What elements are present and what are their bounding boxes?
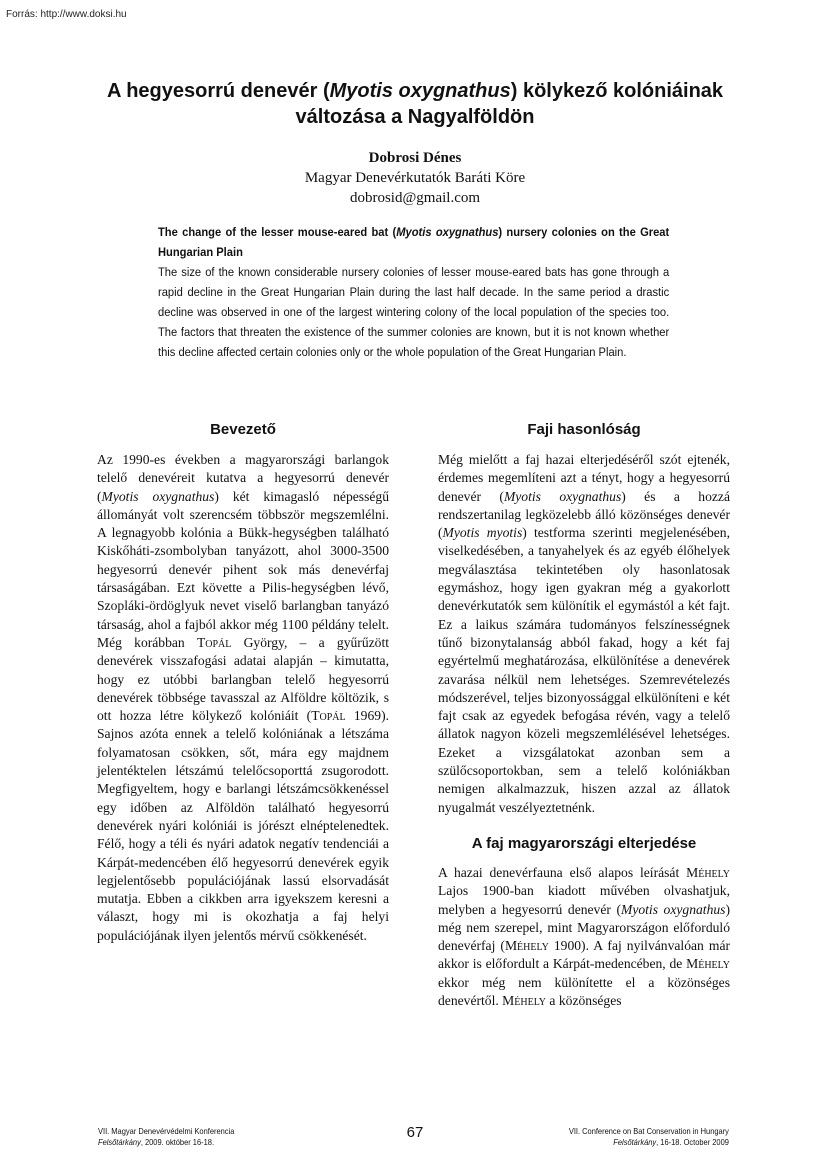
distribution-text-6: a közönséges	[546, 993, 622, 1009]
distribution-author-ref-2: Méhely	[504, 938, 549, 954]
footer-right	[569, 1126, 729, 1148]
footer-left	[98, 1126, 234, 1148]
title-part1: A hegyesorrú denevér (	[106, 80, 330, 102]
footer-left-venue	[98, 1137, 234, 1148]
distribution-author-ref-4: Méhely	[502, 993, 547, 1009]
distribution-paragraph	[438, 864, 730, 1010]
author-email: dobrosid@gmail.com	[349, 190, 481, 206]
footer-right-date: , 16-18. October 2009	[656, 1137, 729, 1147]
intro-author-ref-2: Topál	[311, 708, 346, 724]
distribution-text-1: A hazai denevérfauna első alapos leírását	[438, 864, 687, 880]
similarity-text-3: ) testforma szerinti megjelenésében, viselkedésében, a tanyahelyek és az egyéb élőhelyek megválasztása tekintetében oly hasonlatosak egymáshoz, hogy igen gyakran még a gyakorlott denevérkutatók sem különítik el egymástól a két fajt. Ez a laikus számára tudományos felszínességnek tűnő bizonytalanság abból fakad, hogy a két faj egyértelmű meghatározása, elkülönítése a denevérek zavarása nélkül nem lehetséges. Szemrevételezés módszerével, teljes bizonyossággal elkülöníteni e két fajt csak az egyedek befogása révén, vagy a telelő állatok nagyon közeli megszemlélésével lehetséges. Ezeket a vizsgálatokat azonban sem a szülőcsoportokban, sem a telelő kolóniákban nemigen alkalmazzuk, hiszen azzal az állatok nyugalmát veszélyeztetnénk.	[438, 525, 730, 815]
section-heading-distribution: A faj magyarországi elterjedése	[471, 834, 697, 852]
abstract-title-part2: ) nursery colonies on the Great Hungarian Plain	[158, 225, 670, 259]
footer-left-date: , 2009. október 16-18.	[140, 1137, 215, 1147]
author-name: Dobrosi Dénes	[368, 150, 462, 166]
section-heading-intro: Bevezető	[210, 421, 276, 438]
intro-text-2: ) két kimagasló népességű állományát volt szerencsém többször megszemlélni. A legnagyobb kolónia a Bükk-hegységben található Kiskőháti-zsombolyban tanyázott, ahol 3000-3500 hegyesorrú denevér pihent sok más denevérfaj társaságában. Ezt követte a Pilis-hegységben lévő, Szopláki-ördöglyuk nevet viselő barlangban tanyázó társaság, ahol a fajból akkor még 1100 példány telelt. Még korábban	[97, 488, 390, 650]
similarity-species-2: Myotis myotis	[442, 525, 523, 541]
intro-text-1: Az 1990-es években a magyarországi barlangok telelő denevéreit kutatva a hegyesorrú denevér (	[97, 452, 389, 504]
distribution-text-5: ekkor még nem különítette el a közönséges denevértől.	[438, 974, 730, 1009]
left-column	[97, 420, 389, 945]
abstract-text: The size of the known considerable nursery colonies of lesser mouse-eared bats has gone through a rapid decline in the Great Hungarian Plain during the last half decade. In the same period a drastic decline was observed in one of the largest wintering colony of the local population of the species too. The factors that threaten the existence of the summer colonies are known, but it is not known whether this decline affected certain colonies only or the whole population of the Great Hungarian Plain.	[158, 265, 670, 359]
title-part2: ) kölykező kolóniáinak változása a Nagyalföldön	[295, 80, 724, 128]
similarity-paragraph	[438, 451, 730, 817]
intro-text-4: 1969). Sajnos azóta ennek a telelő kolóniának a létszáma folyamatosan csökken, sőt, mára egy majdnem jelentéktelen létszámú telelőcsoporttá zsugorodott. Megfigyeltem, hogy e barlangi létszámcsökkenéssel egy időben az Alföldön található hegyesorrú denevérek nyári kolóniái is jórészt elnéptelenedtek. Félő, hogy a téli és nyári adatok negatív tendenciái a Kárpát-medencében élő hegyesorrú denevérek egyik legjelentősebb populációjának lassú elsorvadását mutatja. Ebben a cikkben arra igyekszem keresni a választ, hogy mi is okozhatja a faj helyi populációjának ilyen jelentős mérvű csökkenését.	[97, 708, 390, 943]
abstract	[158, 222, 670, 362]
footer-left-place: Felsőtárkány	[98, 1137, 141, 1147]
page-number: 67	[406, 1124, 424, 1141]
page-title	[90, 78, 740, 130]
abstract-title-part1: The change of the lesser mouse-eared bat (	[158, 225, 397, 239]
section-heading-similarity: Faji hasonlóság	[527, 421, 641, 438]
title-species: Myotis oxygnathus	[329, 80, 511, 102]
footer-right-venue	[569, 1137, 729, 1148]
abstract-title-species: Myotis oxygnathus	[396, 225, 499, 239]
footer-right-place: Felsőtárkány	[613, 1137, 657, 1147]
distribution-author-ref-3: Méhely	[686, 956, 730, 972]
intro-author-ref-1: Topál	[196, 634, 232, 650]
footer-left-conference: VII. Magyar Denevérvédelmi Konferencia	[98, 1126, 235, 1136]
distribution-text-3: ) még nem szerepel, mint Magyarországon előforduló denevérfaj (	[438, 901, 730, 954]
distribution-text-2: Lajos 1900-ban kiadott művében olvashatjuk, melyben a hegyesorrú denevér (	[438, 883, 730, 917]
abstract-title	[158, 222, 669, 262]
intro-text-3: György, – a gyűrűzött denevérek visszafogási adatai alapján – kimutatta, hogy ez utóbbi barlangban telelő hegyesorrú denevérek többsége tavasszal az Alföldre költözik, s ott hozza létre kölykező kolóniáit (	[97, 634, 390, 724]
source-line: Forrás: http://www.doksi.hu	[6, 9, 127, 20]
author-affiliation: Magyar Denevérkutatók Baráti Köre	[304, 170, 526, 186]
similarity-species-1: Myotis oxygnathus	[503, 488, 622, 504]
author-block	[90, 148, 740, 208]
intro-species: Myotis oxygnathus	[101, 488, 215, 504]
intro-paragraph	[97, 451, 389, 945]
right-column	[438, 420, 730, 1010]
distribution-text-4: 1900). A faj nyilvánvalóan már akkor is előfordult a Kárpát-medencében, de	[438, 938, 731, 972]
distribution-author-ref-1: Méhely	[686, 864, 730, 880]
distribution-species: Myotis oxygnathus	[621, 901, 726, 917]
similarity-text-2: ) és a hozzá rendszertanilag legközelebb álló közönséges denevér (	[438, 488, 730, 541]
footer-right-conference: VII. Conference on Bat Conservation in Hungary	[568, 1126, 729, 1136]
similarity-text-1: Még mielőtt a faj hazai elterjedéséről szót ejtenék, érdemes megemlíteni azt a tényt, hogy a hegyesorrú denevér (	[438, 452, 730, 504]
